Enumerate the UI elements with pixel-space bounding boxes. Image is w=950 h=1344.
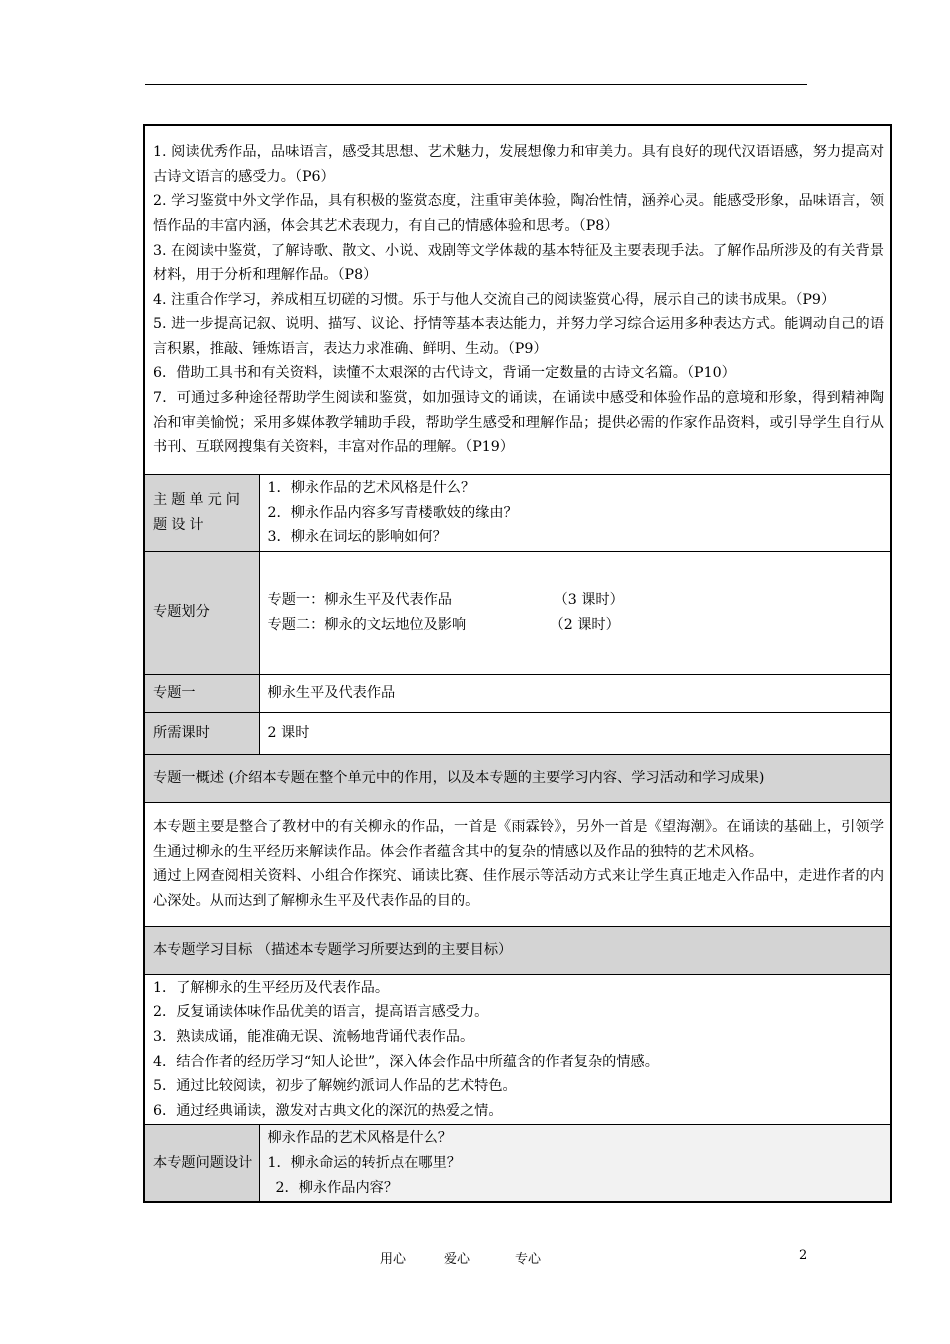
standard-item: 5. 进一步提高记叙、说明、描写、议论、抒情等基本表达能力，并努力学习综合运用多种表达方式。能调动自己的语言积累，推敲、锤炼语言，表达力求准确、鲜明、生动。（P9） <box>153 316 885 357</box>
overview-paragraph: 通过上网查阅相关资料、小组合作探究、诵读比赛、佳作展示等活动方式来让学生真正地走入作品中，走进作者的内心深处。从而达到了解柳永生平及代表作品的目的。 <box>153 868 885 909</box>
objective-item: 4．结合作者的经历学习“知人论世”，深入体会作品中所蕴含的作者复杂的情感。 <box>153 1053 659 1070</box>
curriculum-standards-cell <box>144 125 891 475</box>
footer-motto-3: 专心 <box>515 1252 542 1267</box>
topic-division-row <box>144 551 891 674</box>
objective-item: 3．熟读成诵，能准确无误、流畅地背诵代表作品。 <box>153 1028 475 1045</box>
topic1-row <box>144 674 891 712</box>
topic-division-cell <box>259 551 891 674</box>
topic-question-item: 柳永作品的艺术风格是什么？ <box>267 1130 452 1147</box>
unit-question-item: 1．柳永作品的艺术风格是什么？ <box>267 480 476 496</box>
standard-item: 1. 阅读优秀作品，品味语言，感受其思想、艺术魅力，发展想像力和审美力。具有良好的现代汉语语感，努力提高对古诗文语言的感受力。（P6） <box>153 144 885 185</box>
hours-label: 所需课时 <box>144 712 259 754</box>
topic-division-hours: （2 课时） <box>549 616 620 633</box>
unit-questions-cell <box>259 475 891 552</box>
objective-item: 1．了解柳永的生平经历及代表作品。 <box>153 979 390 996</box>
footer-motto-1: 用心 <box>380 1252 407 1267</box>
topic-division-hours: （3 课时） <box>553 592 624 609</box>
page-number: 2 <box>799 1248 808 1263</box>
hours-value: 2 课时 <box>259 712 891 754</box>
objectives-heading: 本专题学习目标 （描述本专题学习所要达到的主要目标） <box>144 926 891 974</box>
topic-division-name: 专题一：柳永生平及代表作品 <box>267 592 452 609</box>
standard-item: 4. 注重合作学习，养成相互切磋的习惯。乐于与他人交流自己的阅读鉴赏心得，展示自己的读书成果。（P9） <box>153 291 836 308</box>
hours-row <box>144 712 891 754</box>
topic-division-name: 专题二：柳永的文坛地位及影响 <box>267 616 467 633</box>
objective-item: 6．通过经典诵读，激发对古典文化的深沉的热爱之情。 <box>153 1102 503 1119</box>
topic-questions-row <box>144 1125 891 1203</box>
topic-question-item: 2．柳永作品内容？ <box>275 1179 399 1196</box>
standard-item: 2. 学习鉴赏中外文学作品，具有积极的鉴赏态度，注重审美体验，陶冶性情，涵养心灵。能感受形象，品味语言，领悟作品的丰富内涵，体会其艺术表现力，有自己的情感体验和思考。（P8） <box>153 193 885 234</box>
curriculum-standards-row <box>144 125 891 475</box>
topic-division-item <box>268 588 885 613</box>
objectives-body <box>144 974 891 1125</box>
overview-paragraph: 本专题主要是整合了教材中的有关柳永的作品，一首是《雨霖铃》，另外一首是《望海潮》。在诵读的基础上，引领学生通过柳永的生平经历来解读作品。体会作者蕴含其中的复杂的情感以及作品的独特的艺术风格。 <box>153 819 885 860</box>
topic-division-label: 专题划分 <box>144 551 259 674</box>
topic1-label: 专题一 <box>144 674 259 712</box>
objectives-heading-row <box>144 926 891 974</box>
unit-design-table <box>143 124 892 1203</box>
overview-body <box>144 802 891 926</box>
topic1-value: 柳永生平及代表作品 <box>259 674 891 712</box>
topic-questions-label: 本专题问题设计 <box>144 1125 259 1203</box>
overview-heading: 专题一概述 (介绍本专题在整个单元中的作用，以及本专题的主要学习内容、学习活动和学习成果) <box>144 754 891 802</box>
footer-motto-2: 爱心 <box>444 1252 471 1267</box>
overview-heading-row <box>144 754 891 802</box>
overview-body-row <box>144 802 891 926</box>
topic-division-item <box>268 613 885 638</box>
objective-item: 2．反复诵读体味作品优美的语言，提高语言感受力。 <box>153 1004 489 1021</box>
topic-questions-cell <box>259 1125 891 1203</box>
standard-item: 3. 在阅读中鉴赏，了解诗歌、散文、小说、戏剧等文学体裁的基本特征及主要表现手法。了解作品所涉及的有关背景材料，用于分析和理解作品。（P8） <box>153 242 885 284</box>
unit-questions-label: 主题单元问题设计 <box>144 475 259 552</box>
unit-question-item: 3．柳永在词坛的影响如何？ <box>267 529 447 546</box>
objectives-body-row <box>144 974 891 1125</box>
standard-item: 7．可通过多种途径帮助学生阅读和鉴赏，如加强诗文的诵读，在诵读中感受和体验作品的意境和形象，得到精神陶冶和审美愉悦；采用多媒体教学辅助手段，帮助学生感受和理解作品；提供必需的作家作品资料，或引导学生自行从书刊、互联网搜集有关资料，丰富对作品的理解。（P19） <box>153 390 885 456</box>
header-rule <box>145 84 807 85</box>
objective-item: 5．通过比较阅读，初步了解婉约派词人作品的艺术特色。 <box>153 1078 517 1095</box>
unit-question-item: 2．柳永作品内容多写青楼歌妓的缘由？ <box>267 504 518 521</box>
unit-questions-row <box>144 475 891 552</box>
topic-question-item: 1．柳永命运的转折点在哪里？ <box>267 1155 461 1172</box>
standard-item: 6．借助工具书和有关资料，读懂不太艰深的古代诗文，背诵一定数量的古诗文名篇。（P10） <box>153 365 736 382</box>
